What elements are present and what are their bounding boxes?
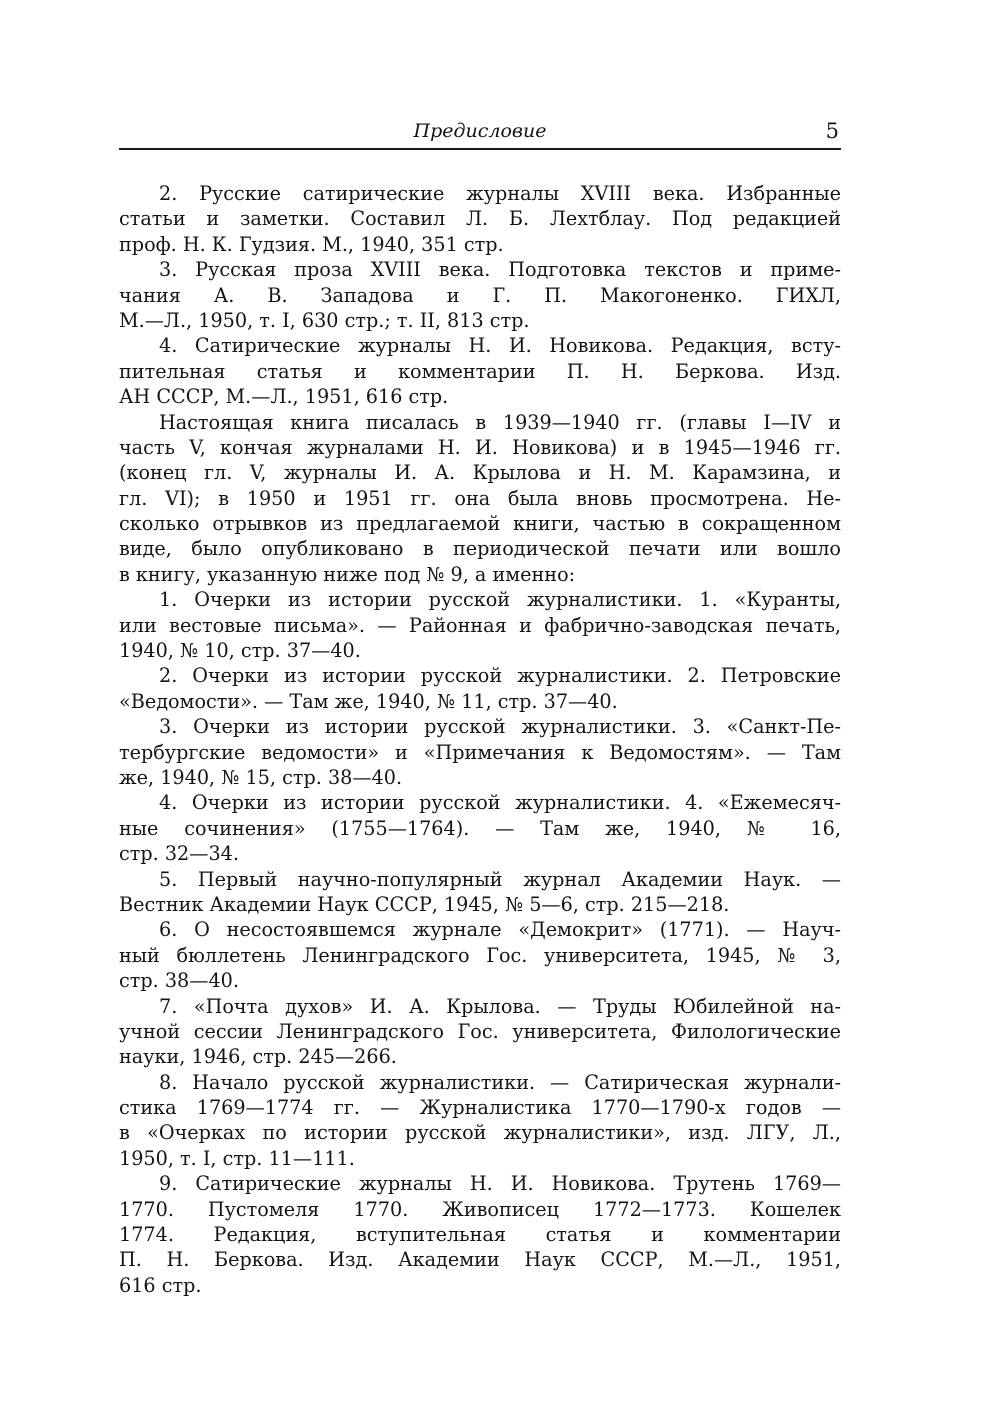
text-line: чания А. В. Западова и Г. П. Макогоненко. ГИХЛ, — [119, 283, 841, 307]
text-line: 7. «Почта духов» И. А. Крылова. — Труды Юбилейной на- — [159, 994, 841, 1018]
text-line: 6. О несостоявшемся журнале «Демокрит» (1771). — Науч- — [159, 918, 841, 942]
text-line: Настоящая книга писалась в 1939—1940 гг. (главы I—IV и — [159, 410, 841, 434]
text-line: М.—Л., 1950, т. I, 630 стр.; т. II, 813 стр. — [119, 308, 530, 332]
text-line: 1950, т. I, стр. 11—111. — [119, 1146, 355, 1170]
text-line: пительная статья и комментарии П. Н. Беркова. Изд. — [119, 359, 841, 383]
page-number: 5 — [825, 119, 839, 143]
text-line: в книгу, указанную ниже под № 9, а именно: — [119, 562, 576, 586]
text-line: «Ведомости». — Там же, 1940, № 11, стр. 37—40. — [119, 689, 618, 713]
text-line: в «Очерках по истории русской журналистики», изд. ЛГУ, Л., — [119, 1121, 841, 1145]
text-line: Вестник Академии Наук СССР, 1945, № 5—6, стр. 215—218. — [119, 892, 730, 916]
text-line: 1770. Пустомеля 1770. Живописец 1772—1773. Кошелек — [119, 1197, 841, 1221]
text-line: же, 1940, № 15, стр. 38—40. — [119, 765, 403, 789]
body-text — [119, 181, 841, 1298]
text-line: ные сочинения» (1755—1764). — Там же, 1940, № 16, — [119, 816, 841, 840]
text-line: 616 стр. — [119, 1273, 202, 1297]
text-line: 1940, № 10, стр. 37—40. — [119, 639, 361, 663]
text-line: гл. VI); в 1950 и 1951 гг. она была вновь просмотрена. Не- — [119, 486, 841, 510]
running-header — [119, 116, 841, 150]
text-line: 5. Первый научно-популярный журнал Академии Наук. — — [159, 867, 841, 891]
text-line: 1. Очерки из истории русской журналистики. 1. «Куранты, — [159, 588, 841, 612]
text-line: учной сессии Ленинградского Гос. университета, Филологические — [119, 1019, 841, 1043]
text-line: ный бюллетень Ленинградского Гос. университета, 1945, № 3, — [119, 943, 841, 967]
text-line: 2. Русские сатирические журналы XVIII века. Избранные — [159, 182, 841, 205]
text-line: часть V, кончая журналами Н. И. Новикова) и в 1945—1946 гг. — [119, 435, 841, 459]
text-line: виде, было опубликовано в периодической печати или вошло — [119, 537, 841, 561]
text-line: сколько отрывков из предлагаемой книги, частью в сокращенном — [119, 512, 841, 536]
text-line: 4. Очерки из истории русской журналистики. 4. «Ежемесяч- — [159, 791, 841, 815]
text-line: П. Н. Беркова. Изд. Академии Наук СССР, М.—Л., 1951, — [119, 1248, 841, 1272]
text-line: (конец гл. V, журналы И. А. Крылова и Н. М. Карамзина, и — [119, 461, 841, 485]
text-line: 1774. Редакция, вступительная статья и комментарии — [119, 1223, 841, 1247]
text-line: 2. Очерки из истории русской журналистики. 2. Петровские — [159, 664, 841, 688]
text-line: стр. 38—40. — [119, 969, 239, 993]
text-line: АН СССР, М.—Л., 1951, 616 стр. — [119, 385, 449, 409]
text-line: 8. Начало русской журналистики. — Сатирическая журнали- — [159, 1070, 841, 1094]
text-line: 4. Сатирические журналы Н. И. Новикова. Редакция, всту- — [159, 334, 841, 358]
text-line: тербургские ведомости» и «Примечания к Ведомостям». — Там — [119, 740, 841, 764]
text-line: 3. Очерки из истории русской журналистики. 3. «Санкт-Пе- — [159, 715, 841, 739]
text-line: стр. 32—34. — [119, 842, 239, 866]
text-line: проф. Н. К. Гудзия. М., 1940, 351 стр. — [119, 232, 504, 256]
text-line: статьи и заметки. Составил Л. Б. Лехтблау. Под редакцией — [119, 207, 841, 231]
text-line: или вестовые письма». — Районная и фабрично-заводская печать, — [119, 613, 841, 637]
running-title: Предисловие — [413, 120, 547, 142]
text-line: 3. Русская проза XVIII века. Подготовка текстов и приме- — [159, 258, 841, 282]
text-line: 9. Сатирические журналы Н. И. Новикова. Трутень 1769— — [159, 1172, 841, 1196]
text-line: науки, 1946, стр. 245—266. — [119, 1045, 397, 1069]
text-line: стика 1769—1774 гг. — Журналистика 1770—1790-х годов — — [119, 1096, 841, 1120]
